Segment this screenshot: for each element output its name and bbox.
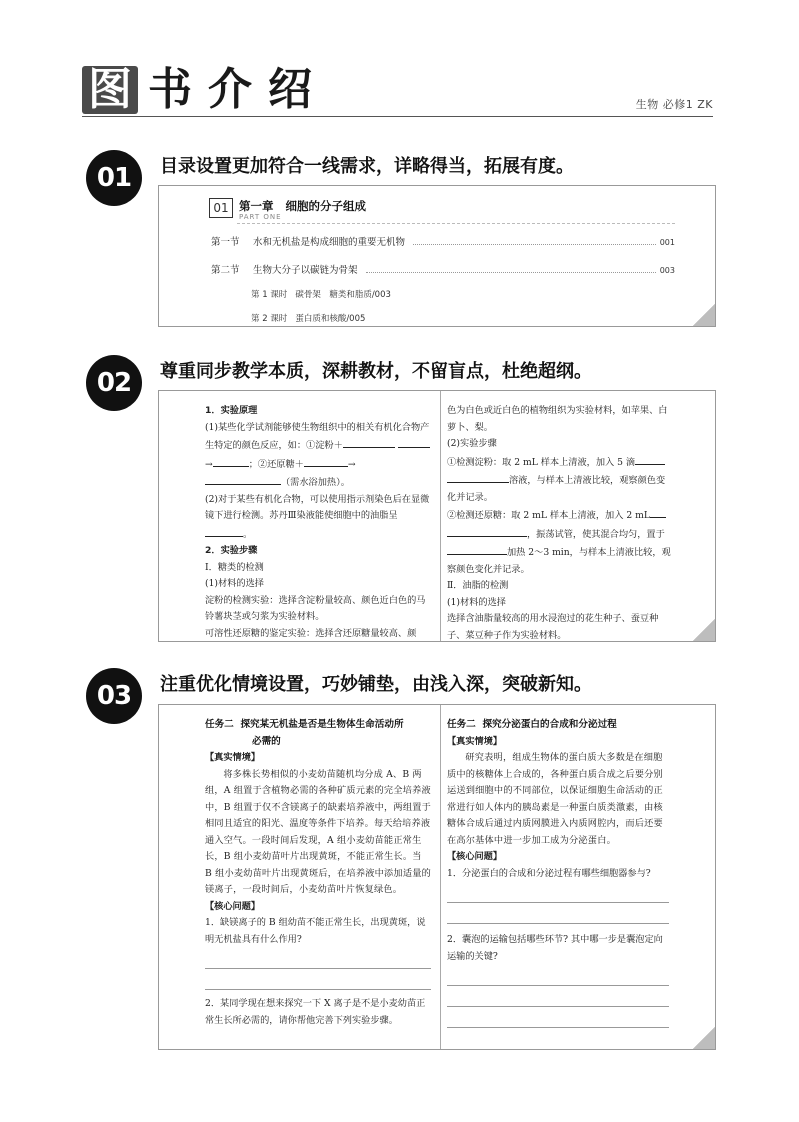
answer-blank[interactable] — [304, 455, 348, 467]
toc-leader-dots — [366, 272, 656, 273]
scene-label: 【真实情境】 — [447, 735, 503, 747]
toc-subitem[interactable] — [209, 312, 675, 324]
logo-char-4: 绍 — [268, 64, 312, 115]
section-badge-03: 03 — [86, 668, 142, 724]
principle-text-1 — [205, 420, 433, 492]
task-left-title — [205, 717, 431, 734]
header-divider — [82, 116, 713, 117]
tasks-box — [158, 704, 716, 1050]
answer-line[interactable] — [447, 1007, 669, 1028]
experiment-box — [158, 390, 716, 642]
core-question-label: 【核心问题】 — [205, 900, 261, 912]
task-left-title-line2: 必需的 — [252, 735, 281, 747]
steps-subheading: (2)实验步骤 — [447, 438, 497, 449]
principle-text-1a: (1)某些化学试剂能够使生物组织中的相关有机化合物产生特定的颜色反应，如：①淀粉＋ — [205, 421, 430, 451]
answer-blank[interactable] — [447, 525, 527, 537]
scene-text: 研究表明，组成生物体的蛋白质大多数是在细胞质中的核糖体上合成的，各种蛋白质合成之后要分别运送到细胞中的不同部位，以保证细胞生命活动的正常进行如人体内的胰岛素是一种蛋白质类激素，由核糖体合成后通过内质网膜进入内质网腔内，而后还要在高尔基体中进一步加工成为分泌蛋白。 — [447, 752, 663, 846]
section-title-03: 注重优化情境设置，巧妙铺垫，由浅入深，突破新知。 — [160, 674, 592, 695]
starch-step-b: 溶液，与样本上清液比较，观察颜色变化并记录。 — [447, 475, 666, 503]
answer-blank[interactable] — [635, 453, 665, 465]
reducing-sugar-step-c: 加热 2～3 min，与样本上清液比较，观察颜色变化并记录。 — [447, 547, 671, 575]
answer-line[interactable] — [447, 965, 669, 986]
principle-text-1c: （需水浴加热）。 — [281, 477, 350, 488]
principle-text-2 — [205, 492, 433, 544]
answer-line[interactable] — [205, 948, 431, 969]
principle-text-2b: 。 — [243, 528, 253, 540]
logo-char-2: 书 — [148, 64, 192, 115]
chapter-part-label: PART ONE — [239, 213, 282, 221]
answer-line[interactable] — [447, 882, 669, 903]
starch-step — [447, 453, 673, 507]
toc-row-page: 003 — [659, 266, 675, 275]
toc-box — [158, 185, 716, 327]
toc-subitem-lesson: 第 2 课时 — [251, 314, 288, 324]
scene-label: 【真实情境】 — [205, 752, 261, 763]
chapter-heading — [239, 198, 366, 214]
toc-row[interactable] — [209, 262, 675, 276]
task-right-title — [447, 717, 669, 734]
logo-char-1: 图 — [82, 66, 138, 114]
core-question-2: 2．囊泡的运输包括哪些环节? 其中哪一步是囊泡定向运输的关键? — [447, 934, 663, 962]
answer-blank[interactable] — [205, 473, 281, 485]
task-left-label: 任务二 — [205, 719, 234, 730]
answer-line[interactable] — [205, 969, 431, 990]
fat-material-text: 选择含油脂量较高的用水浸泡过的花生种子、蚕豆种子、菜豆种子作为实验材料。 — [447, 613, 659, 641]
chapter-label: 第一章 — [239, 199, 274, 213]
toc-row[interactable] — [209, 234, 675, 248]
sugar-detection-heading: Ⅰ．糖类的检测 — [205, 561, 264, 573]
toc-subitem[interactable] — [209, 288, 675, 300]
fat-material-heading: (1)材料的选择 — [447, 596, 506, 608]
reducing-sugar-step-a: ②检测还原糖：取 2 mL 样本上清液，加入 2 mL — [447, 510, 650, 521]
answer-line[interactable] — [447, 903, 669, 924]
chapter-number: 01 — [209, 198, 233, 218]
answer-blank[interactable] — [205, 525, 243, 537]
toc-subitem-topic: 蛋白质和核酸/005 — [295, 314, 366, 324]
toc-row-section: 第一节 — [211, 237, 240, 248]
scene-text: 将多株长势相似的小麦幼苗随机均分成 A、B 两组，A 组置于含植物必需的各种矿质元素的完全培养液中，B 组置于仅不含镁离子的缺素培养液中，两组置于相同且适宜的阳光、温度等条件下培养。每天给培养液通入空气。一段时间后发现，A 组小麦幼苗能正常生长，B 组小麦幼苗叶片出现黄斑，不能正常生长。当 B 组小麦幼苗叶片出现黄斑后，在培养液中添加适量的镁离子，一段时间后，小麦幼苗叶片恢复绿色。 — [205, 768, 431, 895]
task-right-column — [447, 717, 669, 1028]
answer-blank[interactable] — [213, 455, 249, 467]
core-question-1: 1．分泌蛋白的合成和分泌过程有哪些细胞器参与? — [447, 867, 651, 879]
starch-material-text: 淀粉的检测实验：选择含淀粉量较高、颜色近白色的马铃薯块茎或匀浆为实验材料。 — [205, 594, 426, 622]
answer-blank[interactable] — [343, 436, 395, 448]
section-title-02: 尊重同步教学本质，深耕教材，不留盲点，杜绝超纲。 — [160, 361, 592, 382]
toc-row-section: 第二节 — [211, 265, 240, 276]
toc-leader-dots — [413, 244, 656, 245]
section-title-01: 目录设置更加符合一线需求，详略得当，拓展有度。 — [160, 156, 574, 177]
core-question-2: 2．某同学现在想来探究一下 X 离子是不是小麦幼苗正常生长所必需的，请你帮他完善下列实验步骤。 — [205, 998, 426, 1026]
chapter-rule — [237, 223, 675, 224]
fat-detection-heading: Ⅱ．油脂的检测 — [447, 580, 509, 591]
arrow: → — [347, 458, 356, 470]
answer-blank[interactable] — [447, 471, 509, 483]
core-question-label: 【核心问题】 — [447, 851, 503, 862]
task-left-title-line1: 探究某无机盐是否是生物体生命活动所 — [240, 719, 404, 730]
folded-corner — [693, 304, 715, 326]
principle-text-2a: (2)对于某些有机化合物，可以使用指示剂染色后在显微镜下进行检测。苏丹Ⅲ染液能使细胞中的油脂呈 — [205, 493, 430, 521]
reducing-sugar-step-b: ，振荡试管，使其混合均匀，置于 — [527, 528, 665, 540]
table-of-contents — [209, 198, 675, 324]
logo-char-3: 介 — [208, 64, 252, 115]
principle-heading: 1．实验原理 — [205, 405, 258, 416]
folded-corner — [693, 1027, 715, 1049]
experiment-right-column — [447, 403, 673, 644]
answer-line[interactable] — [447, 986, 669, 1007]
answer-blank[interactable] — [447, 543, 507, 555]
reducing-sugar-step — [447, 506, 673, 578]
material-examples: 色为白色或近白色的植物组织为实验材料，如苹果、白萝卜、梨。 — [447, 405, 668, 433]
answer-blank[interactable] — [650, 506, 666, 518]
answer-blank[interactable] — [398, 436, 430, 448]
principle-text-1b: ；②还原糖＋ — [248, 458, 304, 470]
section-badge-02: 02 — [86, 355, 142, 411]
toc-row-page: 001 — [659, 238, 675, 247]
material-selection: (1)材料的选择 — [205, 578, 264, 589]
toc-subitem-topic: 碳骨架 糖类和脂质/003 — [295, 290, 391, 300]
toc-subitem-lesson: 第 1 课时 — [251, 290, 288, 300]
toc-row-title: 水和无机盐是构成细胞的重要无机物 — [253, 237, 406, 248]
task-right-title-text: 探究分泌蛋白的合成和分泌过程 — [482, 719, 617, 730]
column-divider — [440, 391, 441, 641]
task-left-column — [205, 717, 431, 1029]
starch-step-a: ①检测淀粉：取 2 mL 样本上清液，加入 5 滴 — [447, 456, 636, 468]
reducing-sugar-material-text: 可溶性还原糖的鉴定实验：选择含还原糖量较高、颜 — [205, 627, 417, 639]
core-question-1: 1．缺镁离子的 B 组幼苗不能正常生长，出现黄斑，说明无机盐具有什么作用? — [205, 917, 426, 945]
task-right-label: 任务二 — [447, 719, 476, 730]
book-intro-logo — [82, 66, 342, 116]
experiment-left-column — [205, 403, 433, 642]
arrow: → — [205, 458, 213, 470]
header-subtitle: 生物 必修1 ZK — [635, 98, 713, 111]
steps-heading: 2．实验步骤 — [205, 545, 258, 556]
folded-corner — [693, 619, 715, 641]
section-badge-01: 01 — [86, 150, 142, 206]
chapter-title: 细胞的分子组成 — [285, 199, 366, 213]
column-divider — [440, 705, 441, 1049]
toc-row-title: 生物大分子以碳链为骨架 — [253, 265, 358, 276]
